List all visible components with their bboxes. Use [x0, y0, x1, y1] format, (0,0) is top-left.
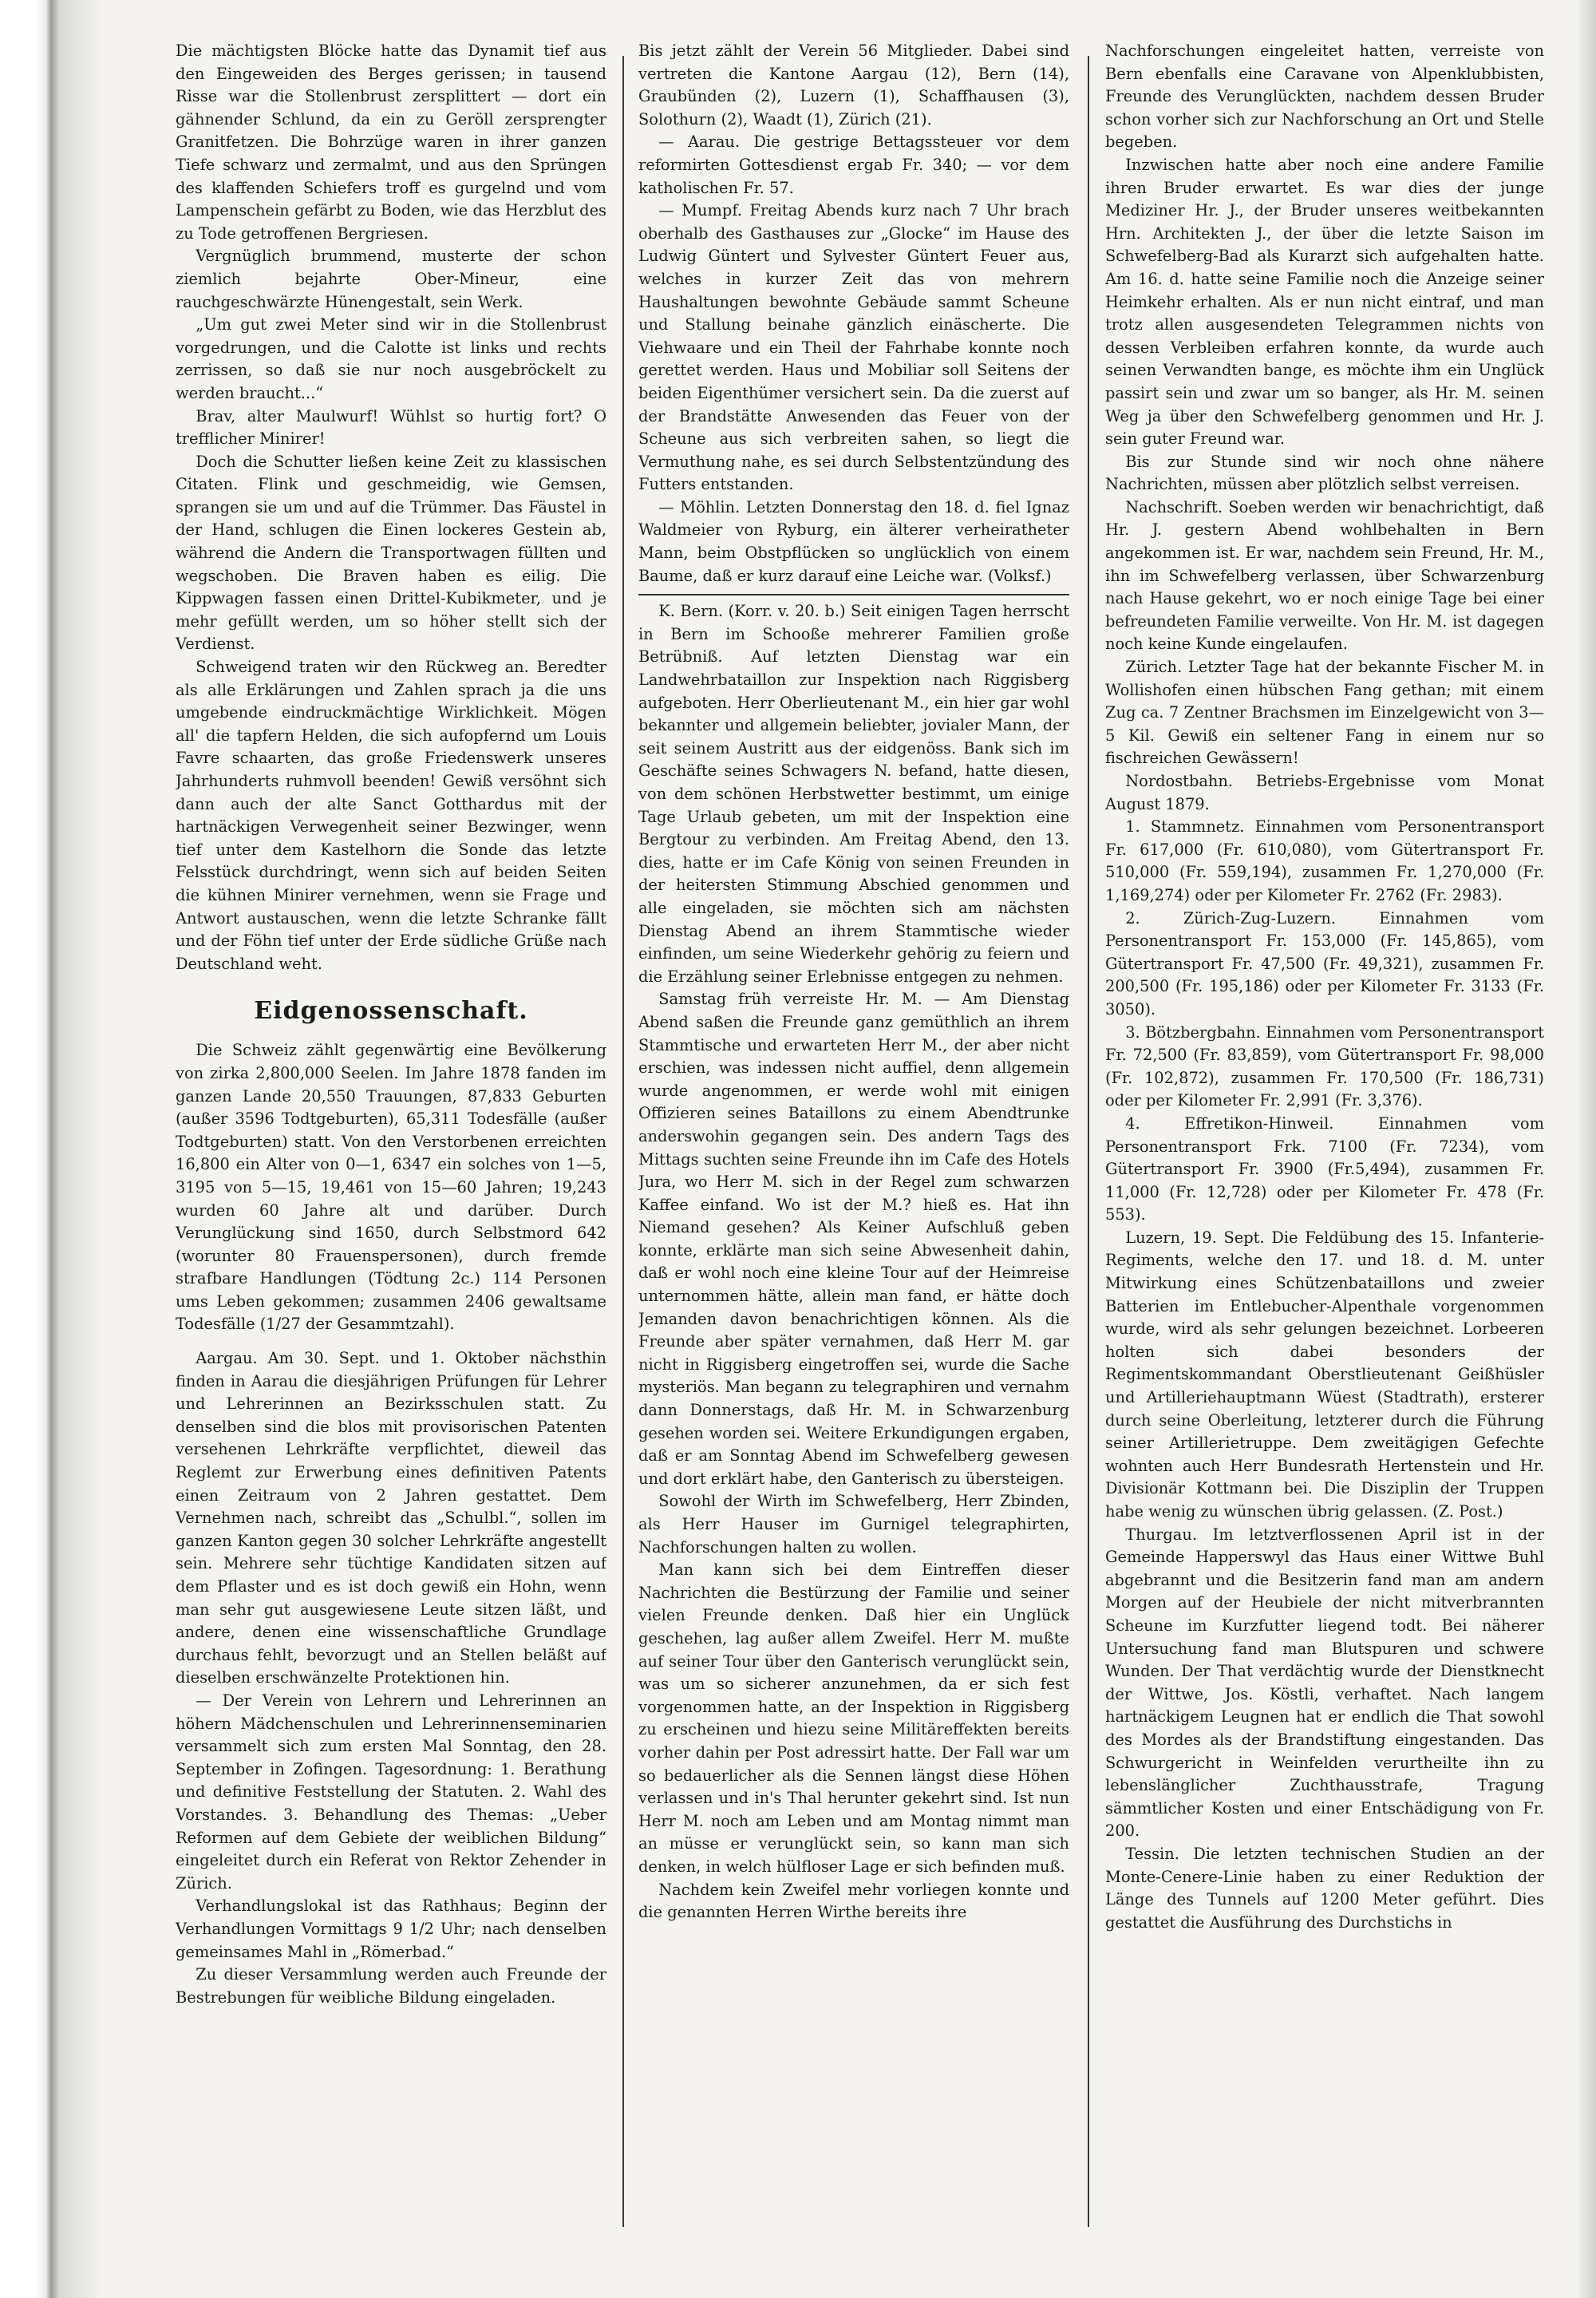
page-edge-right	[1578, 0, 1596, 2298]
article-paragraph: 3. Bötzbergbahn. Einnahmen vom Personentransport Fr. 72,500 (Fr. 83,859), vom Gütertransport Fr. 98,000 (Fr. 102,872), zusammen Fr. 170,500 (Fr. 186,731) oder per Kilometer Fr. 2,991 (Fr. 3,376).	[1105, 1022, 1544, 1110]
section-heading: Eidgenossenschaft.	[254, 997, 528, 1026]
article-paragraph: Nachforschungen eingeleitet hatten, verreiste von Bern ebenfalls eine Caravane von Alpenklubbisten, Freunde des Verunglückten, nachdem dessen Bruder schon vorher sich zur Nachforschung an Ort und Stelle begeben.	[1105, 42, 1544, 152]
article-paragraph: Doch die Schutter ließen keine Zeit zu klassischen Citaten. Flink und geschmeidig, wie Gemsen, sprangen sie um und auf die Trümmer. Das Fäustel in der Hand, schlugen die Einen lockeres Gestein ab, während die Andern die Transportwagen füllten und wegschoben. Die Braven haben es eilig. Die Kippwagen fassen einen Drittel-Kubikmeter, und je mehr gefüllt werden, um so höher stellt sich der Verdienst.	[176, 452, 606, 654]
article-paragraph: Nordostbahn. Betriebs-Ergebnisse vom Monat August 1879.	[1105, 772, 1544, 813]
section-divider	[638, 594, 1069, 595]
article-paragraph: 4. Effretikon-Hinweil. Einnahmen vom Personentransport Frk. 7100 (Fr. 7234), vom Gütertransport Fr. 3900 (Fr.5,494), zusammen Fr. 11,000 (Fr. 12,728) oder per Kilometer Fr. 478 (Fr. 553).	[1105, 1113, 1544, 1224]
article-paragraph: Schweigend traten wir den Rückweg an. Beredter als alle Erklärungen und Zahlen sprach ja die uns umgebende eindruckmächtige Wirklichkeit. Mögen all' die tapfern Helden, die sich aufopfernd um Louis Favre schaarten, das große Friedenswerk unseres Jahrhunderts ruhmvoll beenden! Gewiß versöhnt sich dann auch der alte Sanct Gotthardus mit der hartnäckigen Verwegenheit seiner Bezwinger, wenn tief unter dem Kastelhorn die Sonde das letzte Felsstück durchdringt, wenn sich auf beiden Seiten die kühnen Minirer vernehmen, wenn sie Frage und Antwort austauschen, wenn die letzte Schranke fällt und der Föhn tief unter der Erde südliche Grüße nach Deutschland weht.	[176, 658, 606, 973]
binding-edge	[0, 0, 102, 2298]
column-3	[1105, 40, 1544, 2243]
article-paragraph: Aargau. Am 30. Sept. und 1. Oktober nächsthin finden in Aarau die diesjährigen Prüfungen für Lehrer und Lehrerinnen an Bezirksschulen statt. Zu denselben sind die blos mit provisorischen Patenten versehenen Lehrkräfte verpflichtet, dieweil das Reglemt zur Erwerbung eines definitiven Patents einen Zeitraum von 2 Jahren gestattet. Dem Vernehmen nach, schreibt das „Schulbl.“, sollen im ganzen Kanton gegen 30 solcher Lehrkräfte angestellt sein. Mehrere sehr tüchtige Kandidaten sitzen auf dem Pflaster und es ist doch gewiß ein Hohn, wenn man sehr gut ausgewiesene Leute sitzen läßt, und andere, denen eine wissenschaftliche Grundlage durchaus fehlt, bevorzugt und an Stellen beläßt auf dieselben erschwänzelte Protektionen hin.	[176, 1349, 606, 1687]
article-paragraph: Vergnüglich brummend, musterte der schon ziemlich bejahrte Ober-Mineur, eine rauchgeschwärzte Hünengestalt, sein Werk.	[176, 247, 606, 311]
article-paragraph: 2. Zürich-Zug-Luzern. Einnahmen vom Personentransport Fr. 153,000 (Fr. 145,865), vom Gütertransport Fr. 47,500 (Fr. 49,321), zusammen Fr. 200,500 (Fr. 195,186) oder per Kilometer Fr. 3133 (Fr. 3050).	[1105, 908, 1544, 1018]
article-paragraph: Bis zur Stunde sind wir noch ohne nähere Nachrichten, müssen aber plötzlich selbst verreisen.	[1105, 452, 1544, 494]
article-paragraph: „Um gut zwei Meter sind wir in die Stollenbrust vorgedrungen, und die Calotte ist links und rechts zerrissen, so daß sie nur noch ausgebröckelt zu werden braucht...“	[176, 315, 606, 402]
newspaper-sheet	[176, 40, 1544, 2243]
article-paragraph: Brav, alter Maulwurf! Wühlst so hurtig fort? O trefflicher Minirer!	[176, 406, 606, 449]
article-paragraph: K. Bern. (Korr. v. 20. b.) Seit einigen Tagen herrscht in Bern im Schooße mehrerer Familien große Betrübniß. Auf letzten Dienstag war ein Landwehrbataillon zur Inspektion nach Riggisberg aufgeboten. Herr Oberlieutenant M., ein hier gar wohl bekannter und allgemein beliebter, jovialer Mann, der seit seinem Austritt aus der eidgenöss. Bank sich im Geschäfte seines Schwagers N. befand, hatte diesen, von dem schönen Herbstwetter bestimmt, um einige Tage Urlaub gebeten, um mit der Inspektion eine Bergtour zu verbinden. Am Freitag Abend, den 13. dies, hatte er im Cafe König von seinen Freunden in der heitersten Stimmung Abschied genommen und alle eingeladen, sie möchten sich am nächsten Dienstag Abend an ihrem Stammtische wieder einfinden, um seine Wiederkehr gehörig zu feiern und die Erzählung seiner Erlebnisse entgegen zu nehmen.	[638, 602, 1069, 986]
column-1	[176, 40, 606, 2243]
article-paragraph: Bis jetzt zählt der Verein 56 Mitglieder. Dabei sind vertreten die Kantone Aargau (12), Bern (14), Graubünden (2), Luzern (1), Schaffhausen (3), Solothurn (2), Waadt (1), Zürich (21).	[638, 42, 1069, 129]
article-paragraph: Thurgau. Im letztverflossenen April ist in der Gemeinde Happerswyl das Haus einer Wittwe Buhl abgebrannt und die Besitzerin fand man am andern Morgen auf der Heubiele der nicht mitverbrannten Scheune im Kurzfutter liegend todt. Bei näherer Untersuchung fand man Blutspuren und schwere Wunden. Der That verdächtig wurde der Dienstknecht der Wittwe, Jos. Köstli, verhaftet. Nach langem hartnäckigem Leugnen hat er endlich die That sowohl des Mordes als der Brandstiftung eingestanden. Das Schwurgericht in Weinfelden verurtheilte ihn zu lebenslänglicher Zuchthausstrafe, Tragung sämmtlicher Kosten und einer Entschädigung von Fr. 200.	[1105, 1525, 1544, 1841]
article-paragraph: Verhandlungslokal ist das Rathhaus; Beginn der Verhandlungen Vormittags 9 1/2 Uhr; nach denselben gemeinsames Mahl in „Römerbad.“	[176, 1897, 606, 1961]
column-2	[638, 40, 1069, 2243]
article-paragraph: Inzwischen hatte aber noch eine andere Familie ihren Bruder erwartet. Es war dies der junge Mediziner Hr. J., der Bruder unseres weitbekannten Hrn. Architekten J., der über die letzte Saison im Schwefelberg-Bad als Kurarzt sich aufgehalten hatte. Am 16. d. hatte seine Familie noch die Anzeige seiner Heimkehr erhalten. Als er nun nicht eintraf, und man trotz allen ausgesendeten Telegrammen nichts von dessen Verbleiben erfahren konnte, da wurde auch seinen Verwandten bange, es möchte ihm ein Unglück passirt sein und zwar um so banger, als Hr. M. seinen Weg ja über den Schwefelberg genommen und Hr. J. sein guter Freund war.	[1105, 155, 1544, 449]
article-paragraph: 1. Stammnetz. Einnahmen vom Personentransport Fr. 617,000 (Fr. 610,080), vom Gütertransport Fr. 510,000 (Fr. 559,194), zusammen Fr. 1,270,000 (Fr. 1,169,274) oder per Kilometer Fr. 2762 (Fr. 2983).	[1105, 817, 1544, 904]
article-paragraph: — Möhlin. Letzten Donnerstag den 18. d. fiel Ignaz Waldmeier von Ryburg, ein älterer verheiratheter Mann, beim Obstpflücken so unglücklich von einem Baume, daß er kurz darauf eine Leiche war. (Volksf.)	[638, 497, 1069, 585]
article-paragraph: Tessin. Die letzten technischen Studien an der Monte-Cenere-Linie haben zu einer Reduktion der Länge des Tunnels auf 1200 Meter geführt. Dies gestattet die Ausführung des Durchstichs in	[1105, 1844, 1544, 1932]
article-paragraph: Sowohl der Wirth im Schwefelberg, Herr Zbinden, als Herr Hauser im Gurnigel telegraphirten, Nachforschungen halten zu wollen.	[638, 1492, 1069, 1556]
column-rule-1	[622, 56, 624, 2227]
article-paragraph: Luzern, 19. Sept. Die Feldübung des 15. Infanterie-Regiments, welche den 17. und 18. d. M. unter Mitwirkung eines Schützenbataillons und zweier Batterien im Entlebucher-Alpenthale vorgenommen wurde, wird als sehr gelungen bezeichnet. Lorbeeren holten sich dabei besonders der Regimentskommandant Oberstlieutenant Geißhüsler und Artilleriehauptmann Wüest (Stadtrath), ersterer durch seine Oberleitung, letzterer durch die Führung seiner Artillerietruppe. Dem zweitägigen Gefechte wohnten auch Herr Bundesrath Hertenstein und Hr. Divisionär Kottmann bei. Die Disziplin der Truppen habe wenig zu wünschen übrig gelassen. (Z. Post.)	[1105, 1228, 1544, 1521]
article-paragraph: — Aarau. Die gestrige Bettagssteuer vor dem reformirten Gottesdienst ergab Fr. 340; — vor dem katholischen Fr. 57.	[638, 133, 1069, 197]
article-paragraph: Man kann sich bei dem Eintreffen dieser Nachrichten die Bestürzung der Familie und seiner vielen Freunde denken. Daß hier ein Unglück geschehen, lag außer allem Zweifel. Herr M. mußte auf seiner Tour über den Ganterisch verunglückt sein, was um so sicherer anzunehmen, da er sich fest vorgenommen hatte, an der Inspektion in Riggisberg zu erscheinen und hiezu seine Militäreffekten bereits vorher dahin per Post adressirt hatte. Der Fall war um so bedauerlicher als die Sennen längst diese Höhen verlassen und in's Thal herunter gekehrt sind. Ist nun Herr M. noch am Leben und am Montag nimmt man an müsse er verunglückt sein, so kann man sich denken, in welch hülfloser Lage er sich befinden muß.	[638, 1560, 1069, 1876]
article-paragraph: Nachschrift. Soeben werden wir benachrichtigt, daß Hr. J. gestern Abend wohlbehalten in Bern angekommen ist. Er war, nachdem sein Freund, Hr. M., ihn im Schwefelberg verlassen, über Schwarzenburg nach Hause gekehrt, wo er noch einige Tage bei einer befreundeten Familie verweilte. Von Hr. M. ist dagegen noch keine Kunde eingelaufen.	[1105, 497, 1544, 654]
article-paragraph: Samstag früh verreiste Hr. M. — Am Dienstag Abend saßen die Freunde ganz gemüthlich an ihrem Stammtische und erwarteten Herr M., der aber nicht erschien, was indessen nicht auffiel, denn allgemein wurde angenommen, er werde wohl mit einigen Offizieren seines Bataillons zu einem Abendtrunke anderswohin gegangen sein. Des andern Tags des Mittags suchten seine Freunde ihn im Cafe des Hotels Jura, wo Herr M. sich in der Regel zum schwarzen Kaffee einfand. Wo ist der M.? hieß es. Hat ihn Niemand gesehen? Als Keiner Aufschluß geben konnte, erklärte man sich seine Abwesenheit dahin, daß er wohl noch eine kleine Tour auf der Heimreise unternommen hätte, allein man fand, er hätte doch Jemanden davon benachrichtigen können. Als die Freunde aber später vernahmen, daß Herr M. gar nicht in Riggisberg eingetroffen sei, wurde die Sache mysteriös. Man begann zu telegraphiren und vernahm dann Donnerstags, daß Hr. M. in Schwarzenburg gesehen worden sei. Weitere Erkundigungen ergaben, daß er am Sonntag Abend im Schwefelberg gewesen und dort erklärt habe, den Ganterisch zu übersteigen.	[638, 990, 1069, 1488]
article-paragraph: Nachdem kein Zweifel mehr vorliegen konnte und die genannten Herren Wirthe bereits ihre	[638, 1880, 1069, 1922]
article-paragraph: Die Schweiz zählt gegenwärtig eine Bevölkerung von zirka 2,800,000 Seelen. Im Jahre 1878 fanden im ganzen Lande 20,550 Trauungen, 87,833 Geburten (außer 3596 Todtgeburten), 65,311 Todesfälle (außer Todtgeburten) statt. Von den Verstorbenen erreichten 16,800 ein Alter von 0—1, 6347 ein solches von 1—5, 3195 von 5—15, 19,461 von 15—60 Jahren; 19,243 wurden 60 Jahre alt und darüber. Durch Verunglückung sind 1650, durch Selbstmord 642 (worunter 80 Frauenspersonen), durch fremde strafbare Handlungen (Tödtung 2c.) 114 Personen ums Leben gekommen; zusammen 2406 gewaltsame Todesfälle (1/27 der Gesammtzahl).	[176, 1041, 606, 1334]
article-paragraph: — Der Verein von Lehrern und Lehrerinnen an höhern Mädchenschulen und Lehrerinnenseminarien versammelt sich zum ersten Mal Sonntag, den 28. September in Zofingen. Tagesordnung: 1. Berathung und definitive Feststellung der Statuten. 2. Wahl des Vorstandes. 3. Behandlung des Themas: „Ueber Reformen auf dem Gebiete der weiblichen Bildung“ eingeleitet durch ein Referat von Rektor Zehender in Zürich.	[176, 1691, 606, 1893]
article-paragraph: Die mächtigsten Blöcke hatte das Dynamit tief aus den Eingeweiden des Berges gerissen; in tausend Risse war die Stollenbrust zersplittert — dort ein gähnender Schlund, da ein zu Geröll zersprengter Granitfetzen. Die Bohrzüge waren in ihrer ganzen Tiefe schwarz und zermalmt, und aus den Sprüngen des klaffenden Schiefers troff es gurgelnd und vom Lampenschein gefärbt zu Boden, wie das Herzblut des zu Tode getroffenen Bergriesen.	[176, 42, 606, 243]
column-rule-2	[1088, 56, 1089, 2227]
article-paragraph: — Mumpf. Freitag Abends kurz nach 7 Uhr brach oberhalb des Gasthauses zur „Glocke“ im Hause des Ludwig Güntert und Sylvester Güntert Feuer aus, welches in kurzer Zeit das von mehrern Haushaltungen bewohnte Gebäude sammt Scheune und Stallung beinahe gänzlich einäscherte. Die Viehwaare und ein Theil der Fahrhabe konnte noch gerettet werden. Haus und Mobiliar soll Seitens der beiden Eigenthümer versichert sein. Da die zuerst auf der Brandstätte Anwesenden das Feuer von der Scheune aus sich verbreiten sahen, so liegt die Vermuthung nahe, es sei durch Selbstentzündung des Futters entstanden.	[638, 201, 1069, 494]
article-paragraph: Zürich. Letzter Tage hat der bekannte Fischer M. in Wollishofen einen hübschen Fang gethan; mit einem Zug ca. 7 Zentner Brachsmen im Einzelgewicht von 3—5 Kil. Gewiß ein seltener Fang in einem nur so fischreichen Gewässern!	[1105, 658, 1544, 768]
article-paragraph: Zu dieser Versammlung werden auch Freunde der Bestrebungen für weibliche Bildung eingeladen.	[176, 1965, 606, 2007]
